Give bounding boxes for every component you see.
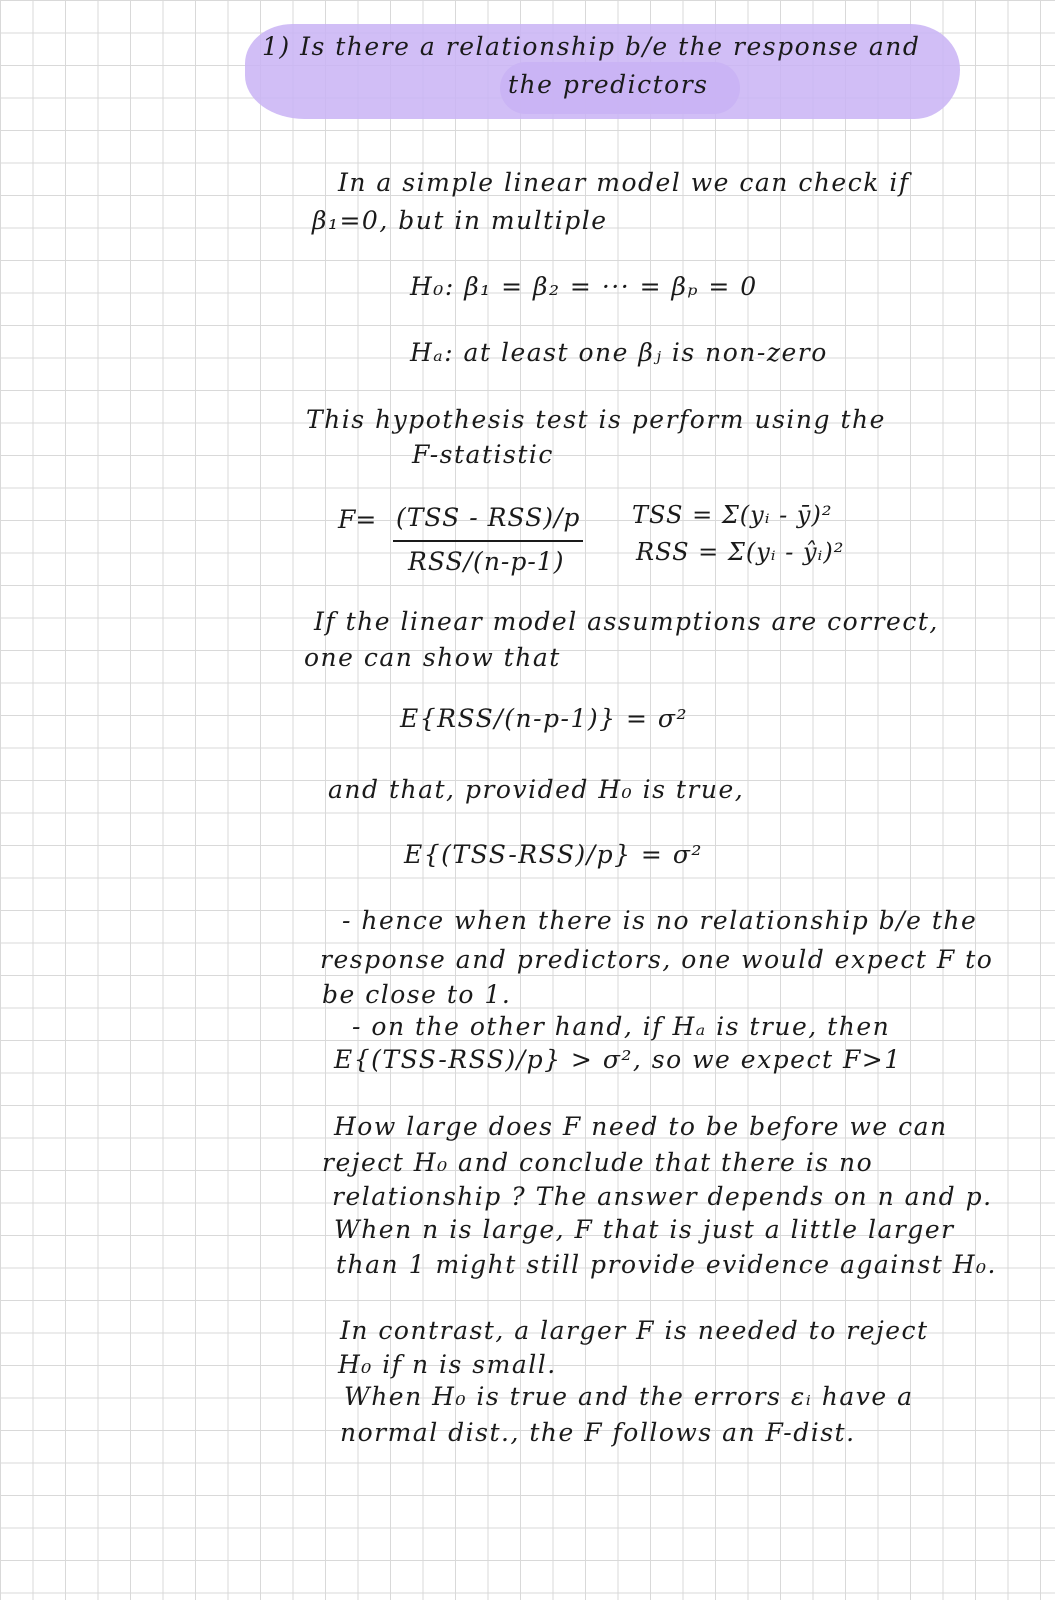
test-line-2: F-statistic: [412, 440, 554, 469]
expectation-tss: E{(TSS-RSS)/p} = σ²: [404, 840, 703, 869]
rss-definition: RSS = Σ(yᵢ - ŷᵢ)²: [636, 538, 845, 566]
contrast-line-2: H₀ if n is small.: [338, 1350, 557, 1379]
question-line-2: reject H₀ and conclude that there is no: [322, 1148, 874, 1177]
intro-line-1: In a simple linear model we can check if: [338, 168, 910, 197]
assumptions-line-1: If the linear model assumptions are correct,: [314, 607, 939, 636]
assumptions-line-3: and that, provided H₀ is true,: [328, 775, 745, 804]
notes-line-2: response and predictors, one would expect F to: [320, 945, 994, 974]
notes-line-3: be close to 1.: [322, 980, 512, 1009]
question-line-5: than 1 might still provide evidence against H₀.: [336, 1250, 997, 1279]
expectation-rss: E{RSS/(n-p-1)} = σ²: [400, 704, 688, 733]
fraction-bar: [393, 540, 583, 542]
f-numerator: (TSS - RSS)/p: [396, 503, 581, 532]
tss-definition: TSS = Σ(yᵢ - ȳ)²: [632, 501, 833, 529]
question-line-4: When n is large, F that is just a little larger: [334, 1215, 955, 1244]
contrast-line-1: In contrast, a larger F is needed to reject: [340, 1316, 929, 1345]
heading-line-2: the predictors: [508, 70, 709, 99]
question-line-1: How large does F need to be before we can: [334, 1112, 948, 1141]
heading-line-1: 1) Is there a relationship b/e the response and: [262, 32, 921, 61]
f-lhs: F=: [338, 505, 377, 534]
assumptions-line-2: one can show that: [304, 643, 561, 672]
notes-line-1: - hence when there is no relationship b/e the: [342, 906, 978, 935]
contrast-line-4: normal dist., the F follows an F-dist.: [340, 1418, 856, 1447]
notes-line-5: E{(TSS-RSS)/p} > σ², so we expect F>1: [334, 1045, 902, 1074]
question-line-3: relationship ? The answer depends on n and p.: [332, 1182, 993, 1211]
f-denominator: RSS/(n-p-1): [408, 547, 565, 576]
f-statistic-formula: [338, 503, 581, 595]
contrast-line-3: When H₀ is true and the errors εᵢ have a: [344, 1382, 914, 1411]
alternative-hypothesis: Hₐ: at least one βⱼ is non-zero: [410, 338, 828, 367]
test-line-1: This hypothesis test is perform using the: [306, 405, 886, 434]
notes-line-4: - on the other hand, if Hₐ is true, then: [352, 1012, 891, 1041]
intro-line-2: β₁=0, but in multiple: [312, 206, 608, 235]
null-hypothesis: H₀: β₁ = β₂ = ··· = βₚ = 0: [410, 272, 758, 301]
